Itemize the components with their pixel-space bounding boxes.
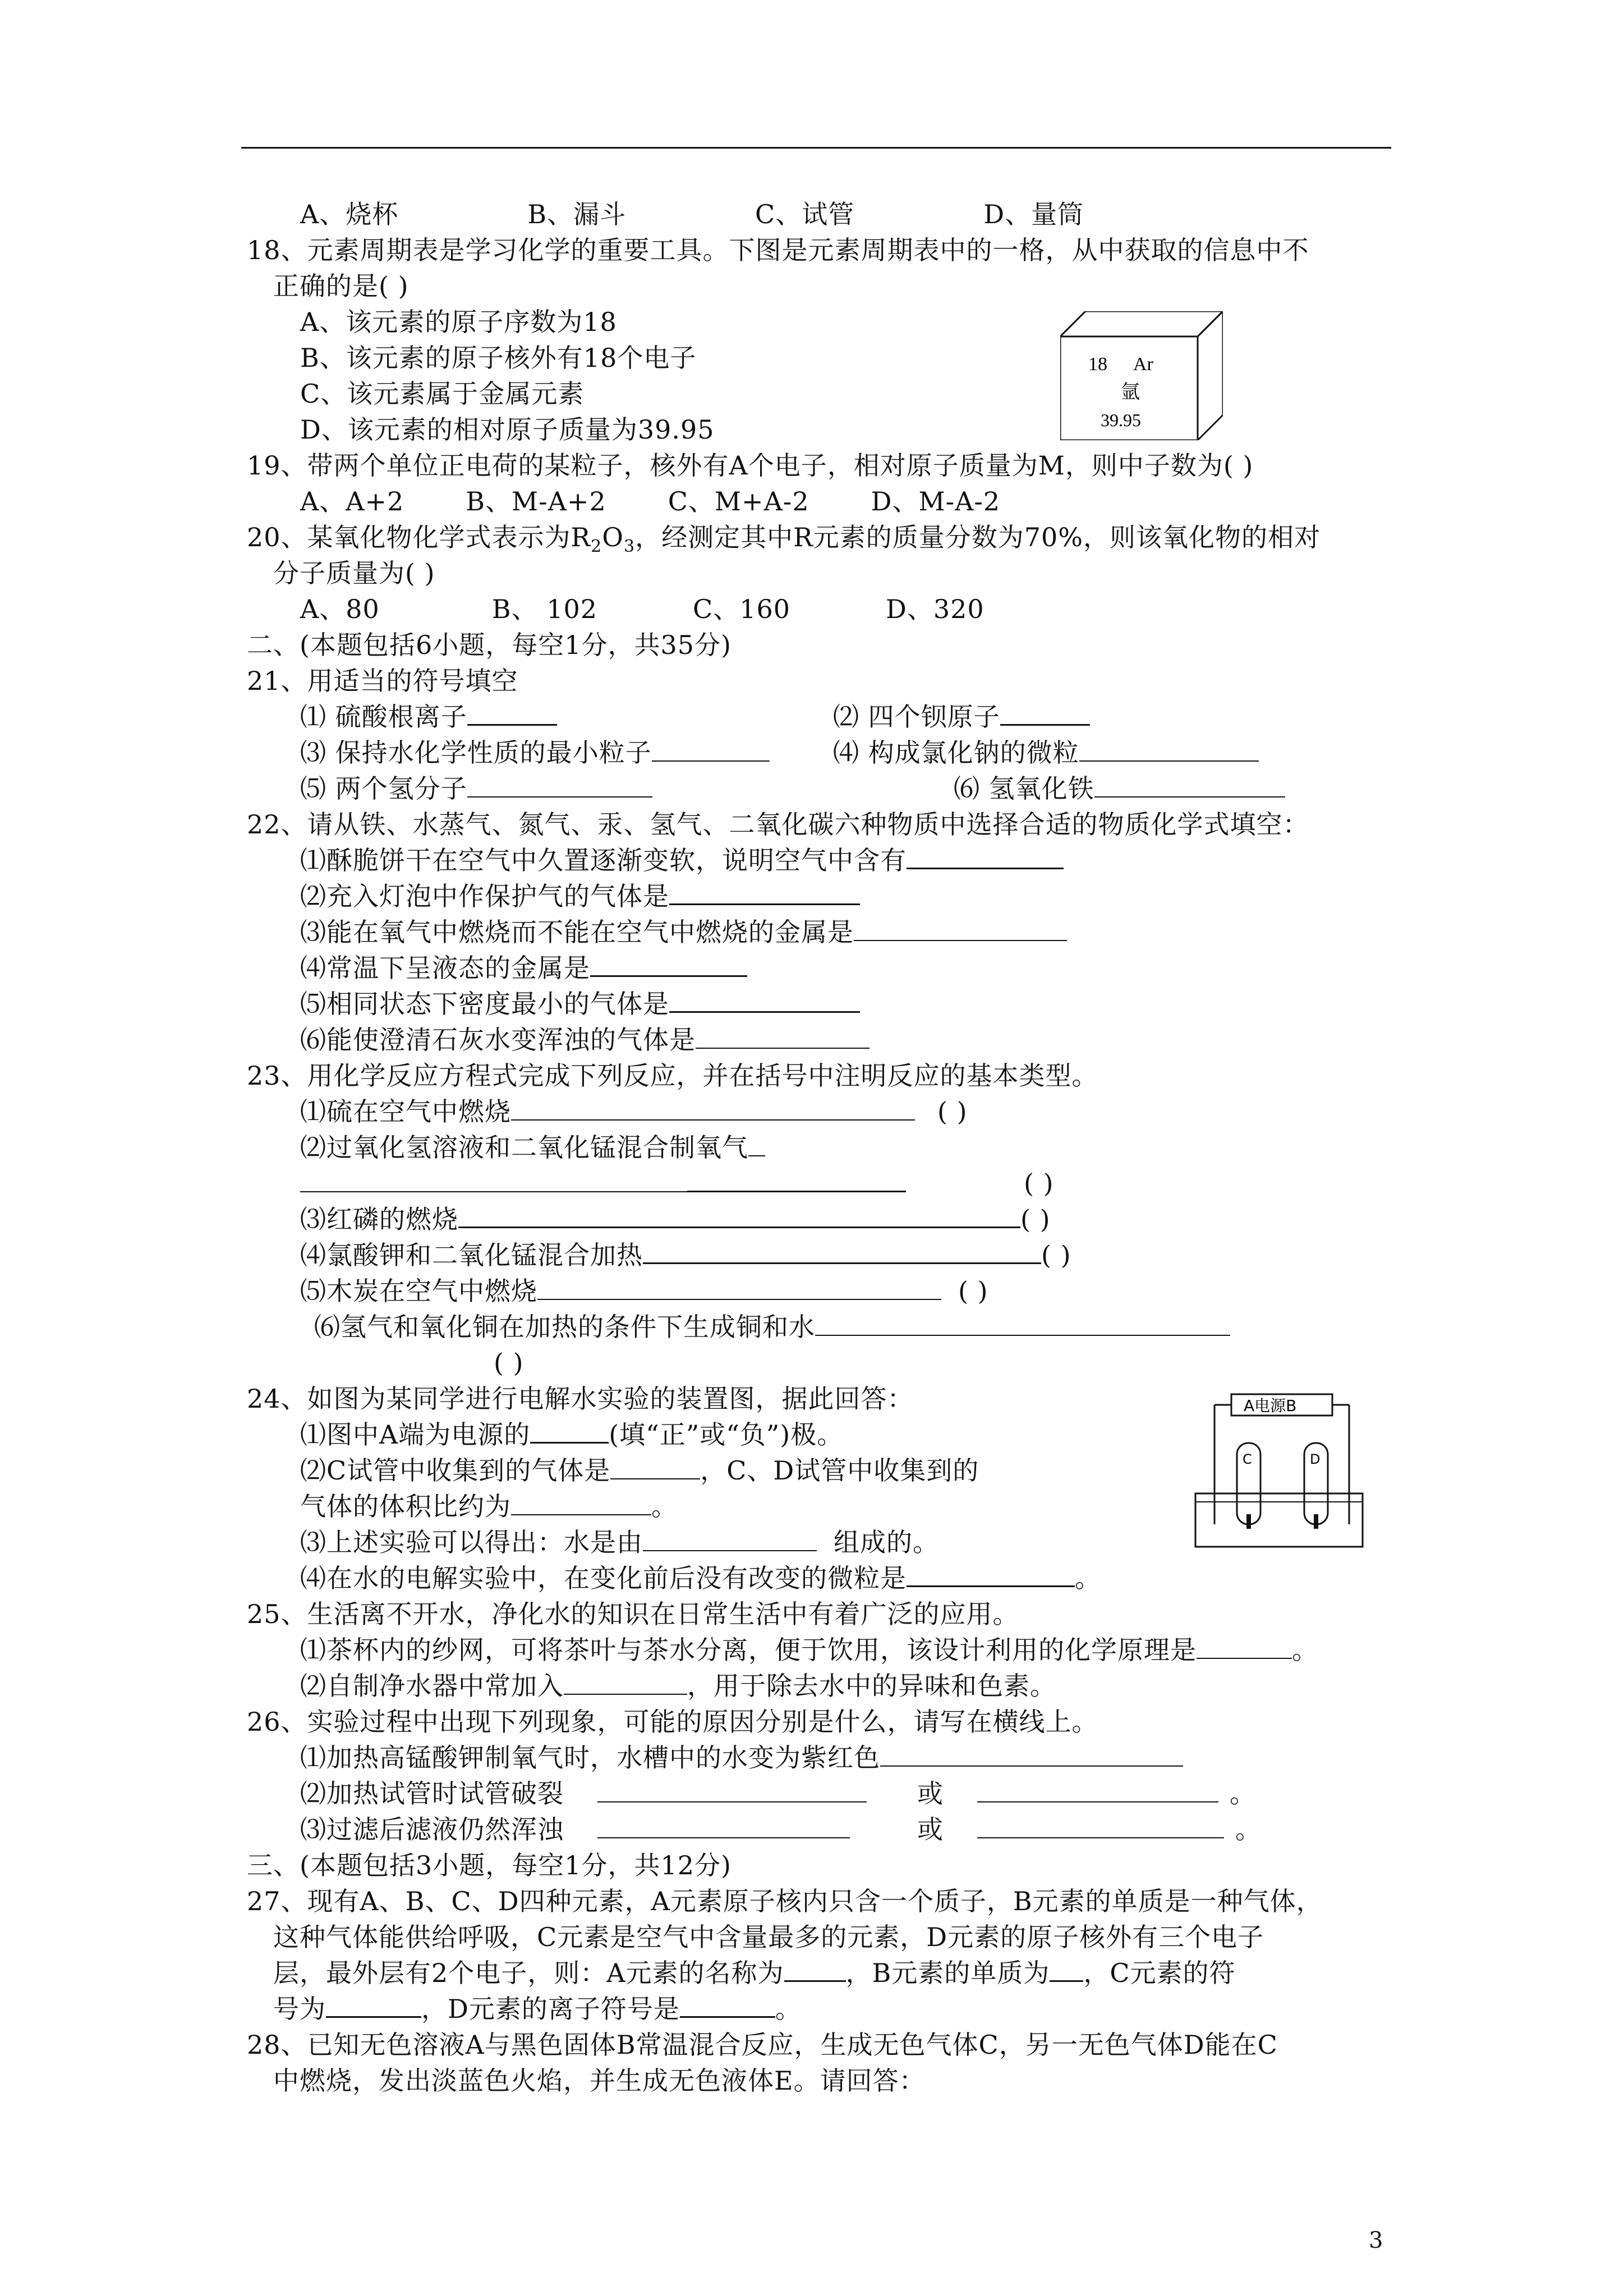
q21-blank-1[interactable] [467, 701, 557, 726]
q18-option-d: D、该元素的相对原子质量为39.95 [300, 414, 715, 445]
q23-blank-5[interactable] [537, 1276, 941, 1300]
q19-option-d: D、M-A-2 [871, 486, 1001, 517]
q21-blank-5[interactable] [467, 773, 652, 797]
q27-line-3: 层，最外层有2个电子，则：A元素的名称为 ，B元素的单质为 ，C元素的符 [273, 1958, 1236, 1988]
q23-blank-2b[interactable] [687, 1168, 906, 1192]
q21-item-2: ⑵ 四个钡原子 [833, 699, 1090, 735]
q23-type-2: ( ) [1024, 1168, 1054, 1198]
cell-mass: 39.95 [1101, 410, 1141, 430]
q24-blank-4[interactable] [643, 1527, 817, 1551]
q24-blank-3[interactable] [511, 1491, 651, 1515]
q23-blank-2a[interactable] [300, 1168, 687, 1192]
q22-blank-1[interactable] [907, 845, 1064, 869]
cell-name: 氩 [1121, 381, 1140, 403]
q24-blank-2[interactable] [610, 1455, 700, 1479]
q21-blank-3[interactable] [652, 737, 770, 762]
q25-blank-2[interactable] [564, 1671, 687, 1695]
q22-item-5: ⑸相同状态下密度最小的气体是 [300, 986, 860, 1022]
q18-option-b: B、该元素的原子核外有18个电子 [300, 343, 697, 373]
page-number: 3 [1369, 2228, 1383, 2253]
q24-item-3: ⑶上述实验可以得出：水是由 组成的。 [300, 1527, 939, 1557]
section-2-heading: 二、(本题包括6小题，每空1分，共35分) [247, 630, 732, 660]
q20-option-a: A、80 [300, 594, 380, 624]
q21-stem: 21、用适当的符号填空 [247, 666, 518, 696]
q23-item-2: ⑵过氧化氢溶液和二氧化锰混合制氧气 [300, 1129, 765, 1165]
q27-blank-4[interactable] [680, 1993, 775, 2018]
q20-options [300, 591, 984, 627]
q23-type-5: ( ) [958, 1276, 988, 1306]
q26-blank-2b[interactable] [977, 1778, 1218, 1802]
q18-stem-2: 正确的是( ) [273, 271, 409, 301]
q22-item-1: ⑴酥脆饼干在空气中久置逐渐变软，说明空气中含有 [300, 842, 1064, 878]
periodic-cell-figure [1060, 311, 1223, 440]
q17-option-b: B、漏斗 [527, 199, 627, 229]
q24-stem: 24、如图为某同学进行电解水实验的装置图，据此回答： [247, 1384, 914, 1414]
q26-blank-1[interactable] [880, 1742, 1183, 1767]
q20-option-b: B、 102 [491, 594, 597, 624]
q23-type-3: ( ) [1020, 1204, 1051, 1234]
q18-option-c: C、该元素属于金属元素 [300, 379, 585, 409]
q26-blank-3a[interactable] [597, 1814, 850, 1838]
q21-blank-6[interactable] [1094, 773, 1285, 797]
q23-item-1: ⑴硫在空气中燃烧 ( ) [300, 1096, 968, 1127]
q25-blank-1[interactable] [1197, 1635, 1292, 1659]
q23-item-3: ⑶红磷的燃烧 ( ) [300, 1204, 1051, 1234]
q22-blank-2[interactable] [669, 880, 860, 905]
q23-type-1: ( ) [937, 1096, 968, 1127]
q18-option-a: A、该元素的原子序数为18 [300, 307, 617, 337]
q19-option-b: B、M-A+2 [466, 486, 606, 517]
q24-blank-5[interactable] [907, 1562, 1075, 1587]
q21-blank-2[interactable] [1000, 701, 1090, 726]
q26-stem: 26、实验过程中出现下列现象，可能的原因分别是什么，请写在横线上。 [247, 1707, 1098, 1737]
q21-item-6: ⑹ 氢氧化铁 [954, 771, 1285, 806]
q19-stem: 19、带两个单位正电荷的某粒子，核外有A个电子，相对原子质量为M，则中子数为( ) [247, 450, 1254, 481]
q27-blank-3[interactable] [326, 1993, 421, 2018]
q23-type-4: ( ) [1041, 1240, 1071, 1270]
q25-item-1: ⑴茶杯内的纱网，可将茶叶与茶水分离，便于饮用，该设计利用的化学原理是 。 [300, 1635, 1318, 1665]
q21-item-1: ⑴ 硫酸根离子 [300, 699, 557, 735]
q17-option-d: D、量筒 [983, 199, 1084, 229]
q21-item-4: ⑷ 构成氯化钠的微粒 [833, 735, 1259, 771]
q22-blank-5[interactable] [669, 988, 860, 1013]
q22-item-4: ⑷常温下呈液态的金属是 [300, 950, 747, 986]
q22-item-3: ⑶能在氧气中燃烧而不能在空气中燃烧的金属是 [300, 914, 1067, 950]
q23-type-6: ( ) [494, 1348, 524, 1378]
power-source-label: A电源B [1244, 1396, 1297, 1415]
q22-item-2: ⑵充入灯泡中作保护气的气体是 [300, 878, 860, 914]
q26-item-2: ⑵加热试管时试管破裂 或 。 [300, 1778, 1256, 1809]
q23-item-4: ⑷氯酸钾和二氧化锰混合加热 ( ) [300, 1240, 1071, 1270]
q26-blank-3b[interactable] [977, 1814, 1224, 1838]
section-3-heading: 三、(本题包括3小题，每空1分，共12分) [247, 1850, 732, 1880]
q19-options [300, 483, 1000, 519]
q24-item-4: ⑷在水的电解实验中，在变化前后没有改变的微粒是 。 [300, 1563, 1101, 1593]
q27-blank-1[interactable] [784, 1957, 846, 1982]
tube-c-label: C [1243, 1451, 1252, 1467]
q17-options [300, 196, 1084, 232]
cell-atomic-number: 18 [1088, 354, 1107, 375]
q22-blank-6[interactable] [696, 1025, 869, 1049]
q22-blank-3[interactable] [854, 917, 1067, 941]
q22-blank-4[interactable] [590, 952, 747, 977]
q21-item-5: ⑸ 两个氢分子 [300, 771, 652, 806]
q28-line-1: 28、已知无色溶液A与黑色固体B常温混合反应，生成无色气体C，另一无色气体D能在C [247, 2030, 1278, 2060]
q21-blank-4[interactable] [1079, 737, 1259, 762]
q23-item-6: ⑹氢气和氧化铜在加热的条件下生成铜和水 [314, 1309, 1230, 1345]
q27-line-1: 27、现有A、B、C、D四种元素，A元素原子核内只含一个质子，B元素的单质是一种气体， [247, 1886, 1323, 1916]
q28-line-2: 中燃烧，发出淡蓝色火焰，并生成无色液体E。请回答： [273, 2066, 926, 2096]
q24-item-2b: 气体的体积比约为 。 [300, 1491, 678, 1522]
q17-option-c: C、试管 [755, 199, 855, 229]
q20-option-c: C、160 [693, 594, 790, 624]
cell-symbol: Ar [1133, 354, 1153, 375]
header-rule [241, 147, 1391, 149]
q24-blank-1[interactable] [530, 1419, 609, 1444]
q23-blank-6[interactable] [815, 1312, 1230, 1336]
q20-stem-1: 20、某氧化物化学式表示为$R_2O_3$，经测定其中R元素的质量分数为70%，则该氧化物的相对 [247, 522, 1321, 557]
q22-stem: 22、请从铁、水蒸气、氮气、汞、氢气、二氧化碳六种物质中选择合适的物质化学式填空： [247, 809, 1309, 840]
q27-line-4: 号为 ，D元素的离子符号是 。 [273, 1994, 802, 2024]
q24-item-2: ⑵C试管中收集到的气体是 ，C、D试管中收集到的 [300, 1455, 979, 1486]
q26-blank-2a[interactable] [597, 1778, 867, 1802]
q25-item-2: ⑵自制净水器中常加入 ，用于除去水中的异味和色素。 [300, 1671, 1056, 1701]
q18-stem-1: 18、元素周期表是学习化学的重要工具。下图是元素周期表中的一格，从中获取的信息中不 [247, 235, 1309, 265]
q19-option-c: C、M+A-2 [668, 486, 809, 517]
q26-item-3: ⑶过滤后滤液仍然浑浊 或 。 [300, 1814, 1262, 1845]
q22-item-6: ⑹能使澄清石灰水变浑浊的气体是 [300, 1022, 869, 1058]
q20-option-d: D、320 [886, 594, 984, 624]
tube-d-label: D [1310, 1451, 1321, 1467]
q23-item-5: ⑸木炭在空气中燃烧 ( ) [300, 1276, 988, 1306]
q23-blank-4[interactable] [643, 1239, 1041, 1264]
q26-item-1: ⑴加热高锰酸钾制氧气时，水槽中的水变为紫红色 [300, 1740, 1183, 1776]
q23-item-2-answer [300, 1165, 1054, 1201]
q20-stem-2: 分子质量为( ) [273, 558, 435, 588]
q23-stem: 23、用化学反应方程式完成下列反应，并在括号中注明反应的基本类型。 [247, 1061, 1098, 1091]
electrolysis-apparatus-figure [1192, 1390, 1366, 1550]
q23-blank-1[interactable] [511, 1096, 915, 1121]
q27-blank-2[interactable] [1050, 1957, 1083, 1982]
q24-item-1: ⑴图中A端为电源的 (填“正”或“负”)极。 [300, 1419, 844, 1450]
q17-option-a: A、烧杯 [300, 199, 399, 229]
q27-line-2: 这种气体能供给呼吸，C元素是空气中含量最多的元素，D元素的原子核外有三个电子 [273, 1922, 1264, 1952]
q19-option-a: A、A+2 [300, 486, 404, 517]
q23-blank-3[interactable] [458, 1204, 1020, 1228]
q25-stem: 25、生活离不开水，净化水的知识在日常生活中有着广泛的应用。 [247, 1599, 1019, 1629]
q21-item-3: ⑶ 保持水化学性质的最小粒子 [300, 735, 770, 771]
